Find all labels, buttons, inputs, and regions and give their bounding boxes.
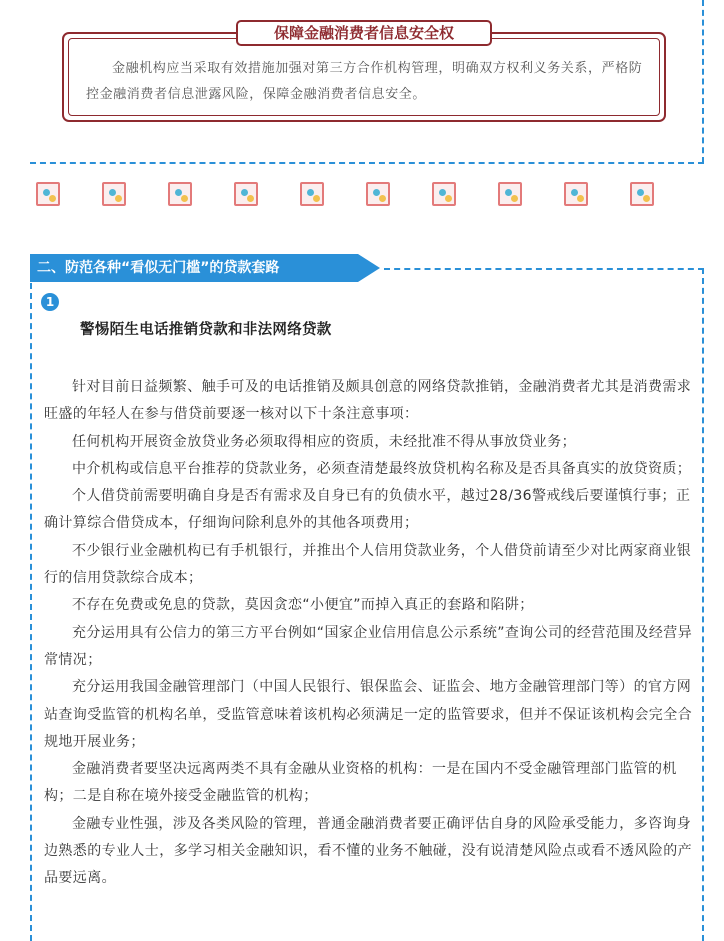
section-heading-arrow [358,254,380,282]
decorative-dots-icon [102,182,126,206]
section-dashed-line [384,268,704,270]
paragraph-item: 金融消费者要坚决远离两类不具有金融从业资格的机构：一是在国内不受金融管理部门监管的机构；二是自称在境外接受金融监管的机构； [44,761,677,805]
decorative-dots-icon [366,182,390,206]
top-right-dashed-border [702,0,704,163]
body-text [44,374,694,893]
paragraph-intro: 针对目前日益频繁、触手可及的电话推销及颇具创意的网络贷款推销，金融消费者尤其是消费需求旺盛的年轻人在参与借贷前要逐一核对以下十条注意事项： [44,379,692,423]
info-security-box-text: 金融机构应当采取有效措施加强对第三方合作机构管理，明确双方权利义务关系，严格防控金融消费者信息泄露风险，保障金融消费者信息安全。 [86,61,643,102]
paragraph-item: 不少银行业金融机构已有手机银行，并推出个人信用贷款业务，个人借贷前请至少对比两家商业银行的信用贷款综合成本； [44,542,692,587]
decorative-dots-icon [300,182,324,206]
decorative-dots-icon [498,182,522,206]
paragraph-item: 金融专业性强，涉及各类风险的管理，普通金融消费者要正确评估自身的风险承受能力，多咨询身边熟悉的专业人士，多学习相关金融知识，看不懂的业务不触碰，没有说清楚风险点或看不透风险的产品要远离。 [44,815,692,887]
paragraph-item: 充分运用我国金融管理部门（中国人民银行、银保监会、证监会、地方金融管理部门等）的官方网站查询受监管的机构名单，受监管意味着该机构必须满足一定的监管要求，但并不保证该机构会完全合规地开展业务； [44,679,692,750]
paragraph-item: 不存在免费或免息的贷款，莫因贪恋“小便宜”而掉入真正的套路和陷阱； [72,597,534,614]
top-bottom-dashed-border [30,162,704,164]
decorative-dots-icon [630,182,654,206]
decorative-dots-icon [168,182,192,206]
paragraph-item: 中介机构或信息平台推荐的贷款业务，必须查清楚最终放贷机构名称及是否具备真实的放贷资质； [72,460,692,477]
decorative-dots-icon [36,182,60,206]
decorative-dots-icon [564,182,588,206]
item-subtitle: 警惕陌生电话推销贷款和非法网络贷款 [80,322,332,338]
left-dashed-border [30,283,32,941]
paragraph-item: 个人借贷前需要明确自身是否有需求及自身已有的负债水平，越过28/36警戒线后要谨慎行事；正确计算综合借贷成本，仔细询问除利息外的其他各项费用； [44,488,691,532]
right-dashed-border [702,268,704,941]
decorative-icon-row [36,182,656,210]
decorative-dots-icon [234,182,258,206]
paragraph-item: 充分运用具有公信力的第三方平台例如“国家企业信用信息公示系统”查询公司的经营范围及经营异常情况； [44,624,693,668]
item-number-badge: 1 [41,293,59,311]
info-security-box-title: 保障金融消费者信息安全权 [236,20,492,46]
decorative-dots-icon [432,182,456,206]
paragraph-item: 任何机构开展资金放贷业务必须取得相应的资质，未经批准不得从事放贷业务； [72,433,576,450]
info-security-box [62,24,666,122]
section-heading: 二、防范各种“看似无门槛”的贷款套路 [30,254,358,282]
